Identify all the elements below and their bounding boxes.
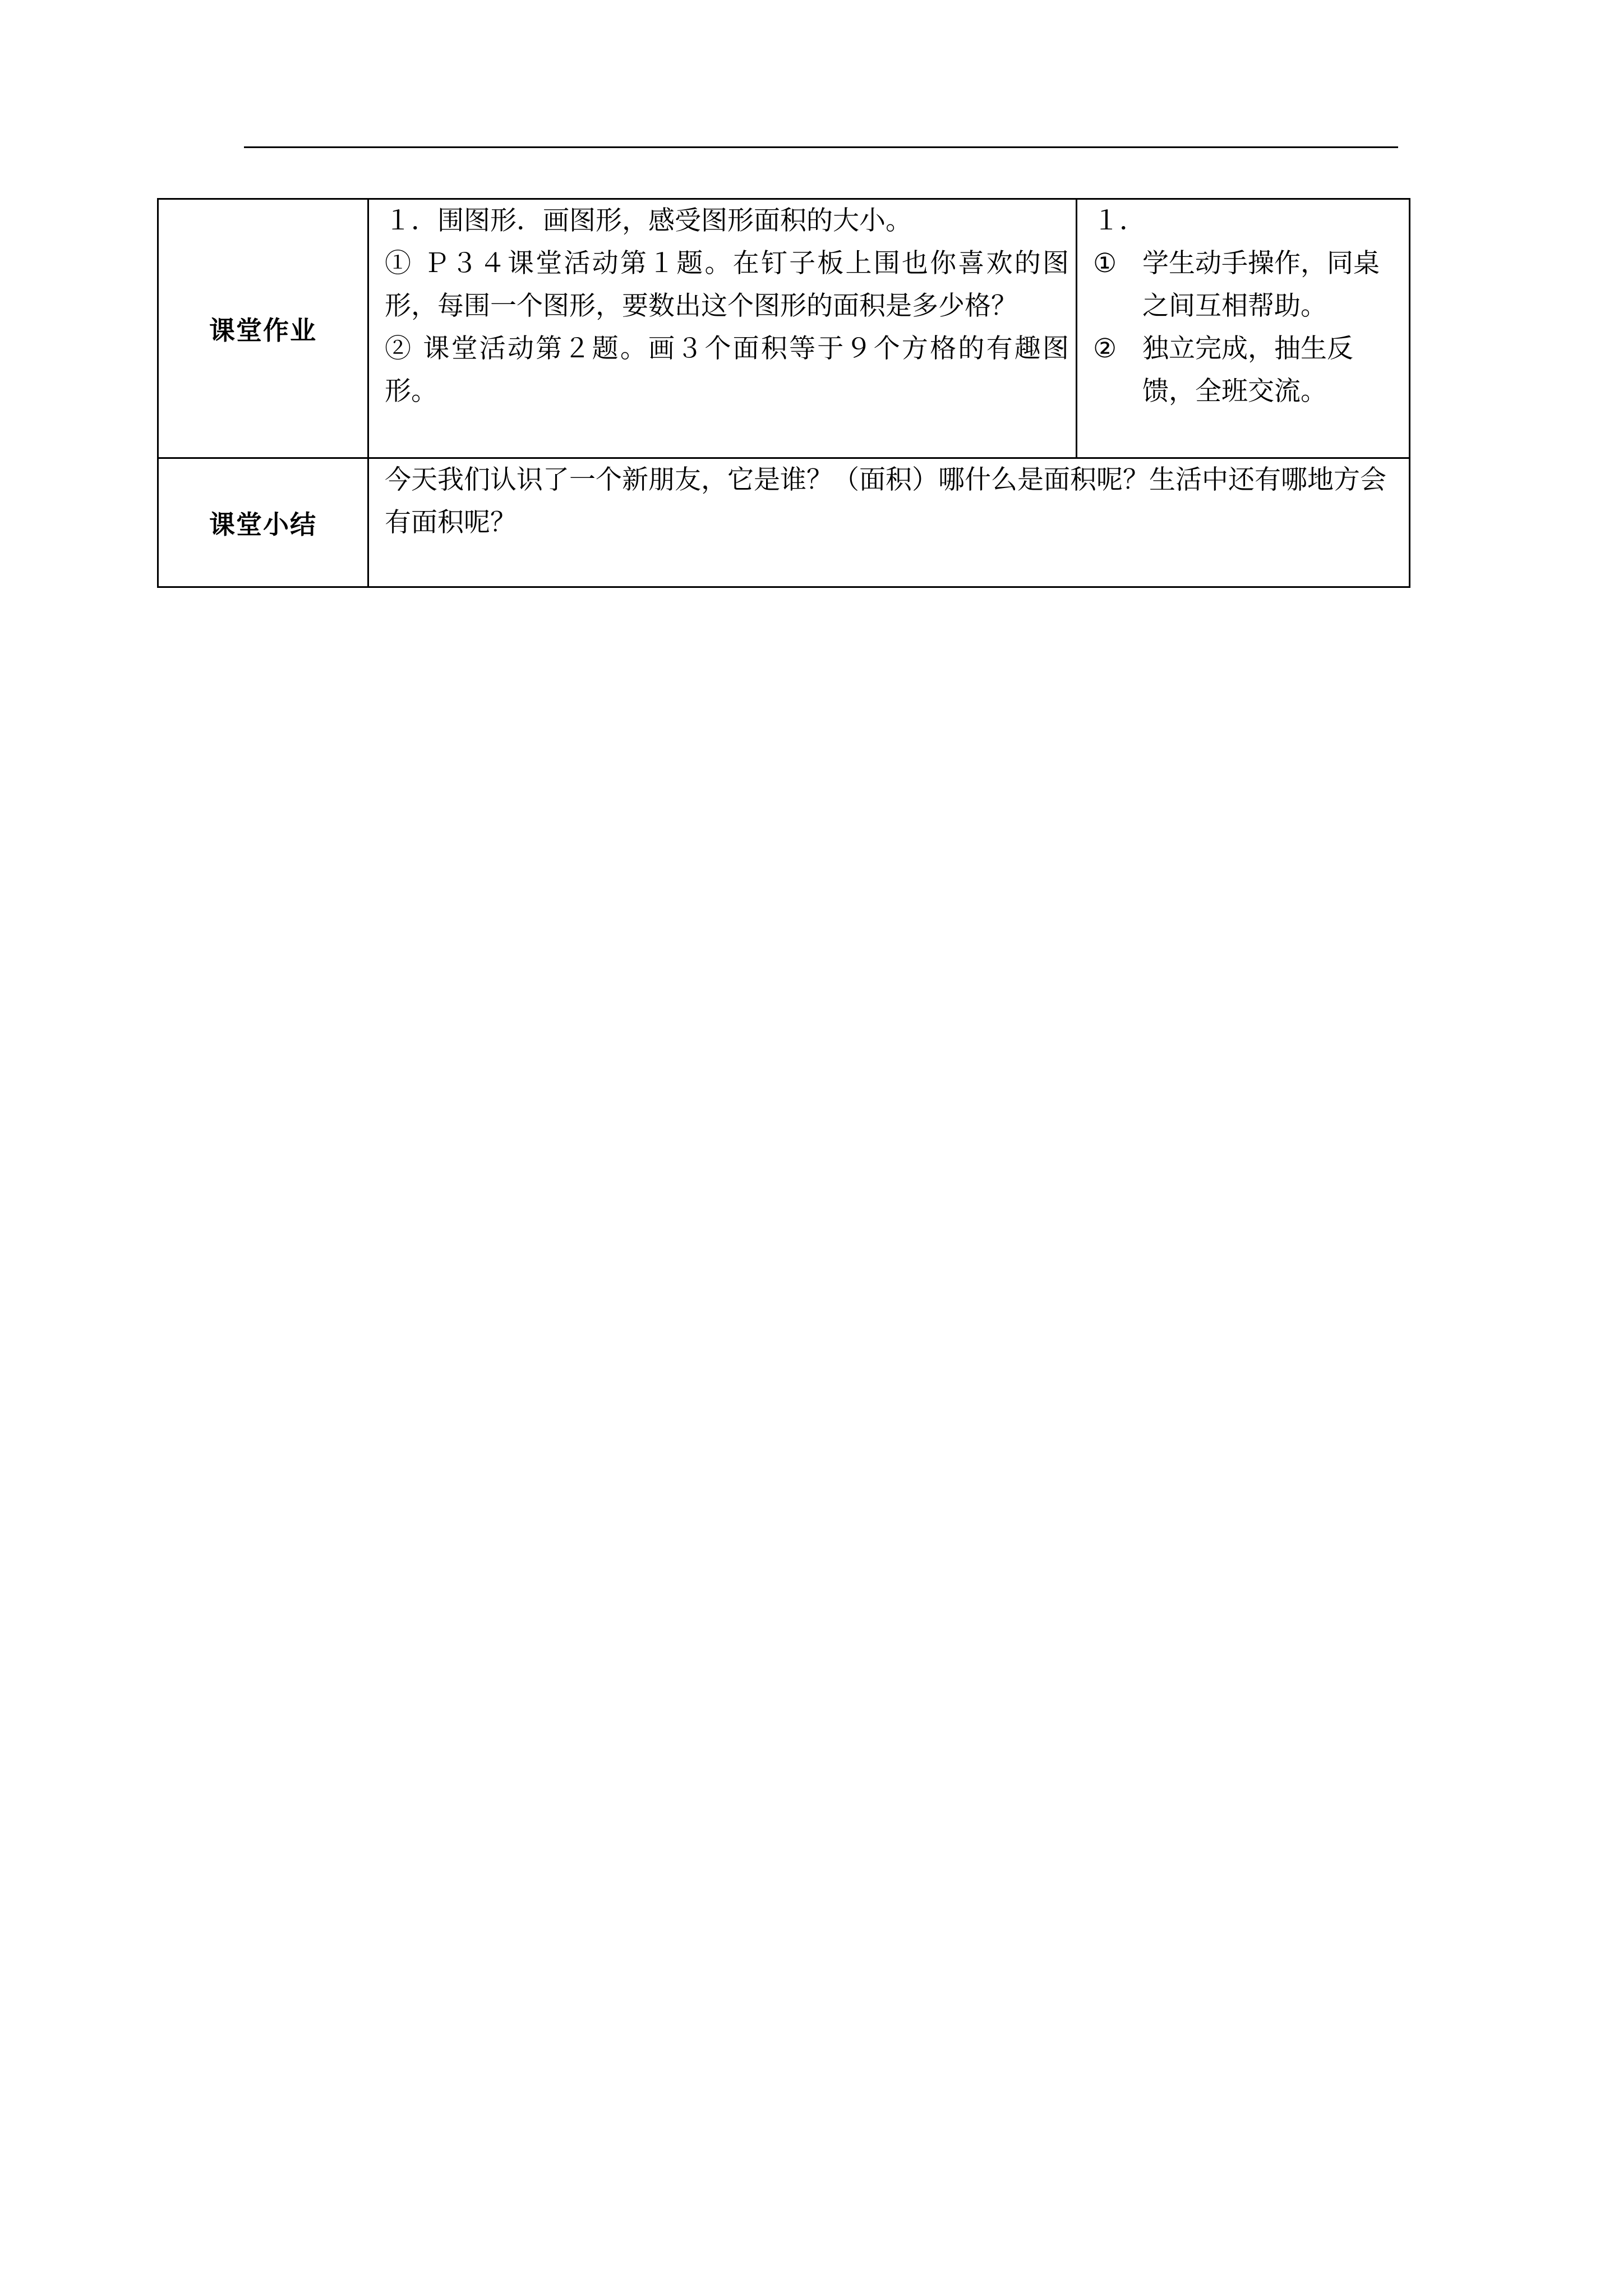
homework-content-cell xyxy=(368,199,1077,458)
homework-task-1b: ② 课堂活动第２题。画３个面积等于９个方格的有趣图形。 xyxy=(385,333,1069,407)
summary-content: 今天我们认识了一个新朋友，它是谁？（面积）哪什么是面积呢？生活中还有哪地方会有面积呢？ xyxy=(385,464,1386,538)
response-item xyxy=(1093,242,1401,328)
response-text: 学生动手操作，同桌之间互相帮助。 xyxy=(1142,248,1380,321)
table-row-summary xyxy=(158,458,1410,587)
homework-task-1: １．围图形．画图形，感受图形面积的大小。 xyxy=(385,205,912,236)
homework-content xyxy=(369,200,1076,413)
homework-response-cell xyxy=(1077,199,1410,458)
response-marker: ① xyxy=(1093,248,1117,279)
response-marker: ② xyxy=(1093,333,1117,364)
response-text: 独立完成，抽生反馈，全班交流。 xyxy=(1142,333,1353,407)
homework-task-1a: ① Ｐ３４课堂活动第１题。在钉子板上围也你喜欢的图形，每围一个图形，要数出这个图形的面积是多少格？ xyxy=(385,248,1069,321)
response-heading: １． xyxy=(1093,205,1146,236)
homework-response xyxy=(1077,200,1409,413)
summary-label: 课堂小结 xyxy=(158,458,368,587)
table-row-homework xyxy=(158,199,1410,458)
header-rule xyxy=(244,146,1398,148)
response-item xyxy=(1093,328,1401,413)
summary-content-cell xyxy=(368,458,1410,587)
homework-label: 课堂作业 xyxy=(158,199,368,458)
lesson-plan-table xyxy=(157,198,1410,588)
